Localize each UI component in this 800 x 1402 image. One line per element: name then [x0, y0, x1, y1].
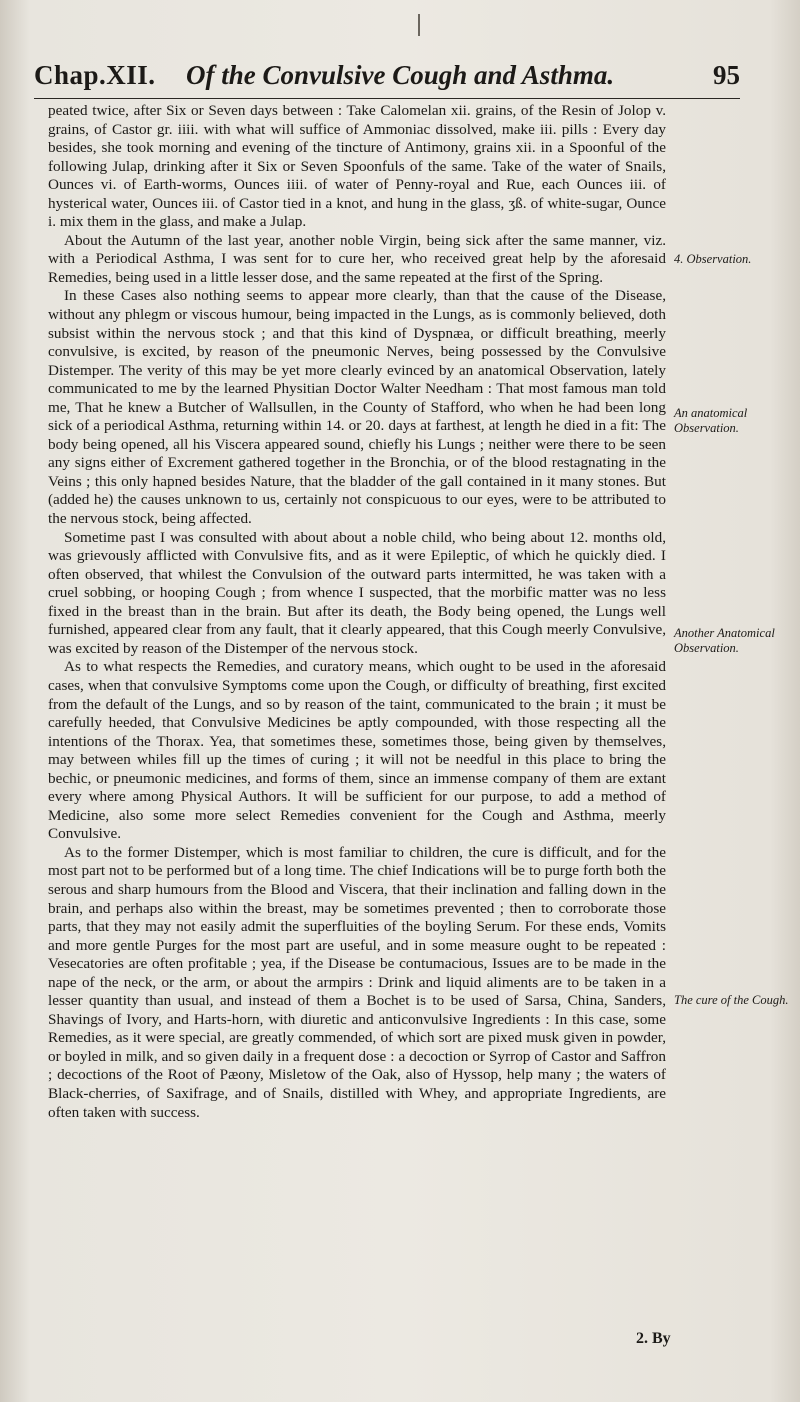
paragraph-1: peated twice, after Six or Seven days between : Take Calomelan xii. grains, of the Resin of Jolop v. grains, of Castor gr. iiii. with what will suffice of Ammoniac dissolved, make iii. pills : Every day besides, she took morning and evening of the tincture of Antimony, grains xii. in a Spoonful of the following Julap, drinking after it Six or Seven Spoonfuls of the same. Take of the water of Snails, Ounces vi. of Earth-worms, Ounces iiii. of water of Penny-royal and Rue, each Ounces iii. of hysterical water, Ounces iii. of Castor tied in a knot, and hung in the glass, ʒß. of white-sugar, Ounce i. mix them in the glass, and make a Julap.: [48, 102, 666, 231]
margin-note-anatomical-observation: An anatomical Observation.: [674, 406, 748, 435]
page-number: 95: [713, 60, 740, 90]
running-title: Of the Convulsive Cough and Asthma.: [186, 60, 615, 90]
catchword: 2. By: [636, 1330, 671, 1347]
margin-note-another-anatomical: Another Anatomical Observation.: [674, 626, 775, 655]
page-tick-mark: [418, 14, 420, 36]
chapter-label: Chap.XII.: [34, 60, 156, 90]
paragraph-6: As to the former Distemper, which is most familiar to children, the cure is difficult, and for the most part not to be performed but of a long time. The chief Indications will be to purge forth both the serous and sharp humours from the Blood and Viscera, that their inclination and falling down in the brain, and perhaps also within the breast, may be sometimes prevented ; then to corroborate those parts, that they may not easily admit the superfluities of the boyling Serum. For these ends, Vomits and more gentle Purges for the most part are useful, and in some measure ought to be repeated : Vesecatories are often profitable ; yea, if the Disease be contumacious, Issues are to be made in the nape of the neck, or the arm, or about the armpirs : Drink and liquid aliments are to be taken in a lesser quantity than usual, and instead of them a Bochet is to be used of Sarsa, China, Sanders, Shavings of Ivory, and Harts-horn, with diuretic and anticonvulsive Ingredients : In this case, some Remedies, as it were special, are greatly commended, of which sort are pixed musk given in powder, or boyled in milk, and so given daily in a frequent dose : a decoction or Syrrop of Castor and Saffron ; decoctions of the Root of Pæony, Misletow of the Oak, also of Hyssop, help many ; the waters of Black-cherries, of Saxifrage, and of Snails, distilled with Whey, and appropriate Ingredients, are often taken with success.: [48, 843, 666, 1121]
paragraph-2: About the Autumn of the last year, another noble Virgin, being sick after the same manner, viz. with a Periodical Asthma, I was sent for to cure her, who received great help by the aforesaid Remedies, being used in a little lesser dose, and the same repeated at the first of the Spring.: [48, 231, 666, 286]
margin-note-observation-4: 4. Observation.: [674, 252, 752, 266]
paragraph-4: Sometime past I was consulted with about about a noble child, who being about 12. months old, was grievously afflicted with Convulsive fits, and as it were Epileptic, of which he quickly died. I often observed, that whilest the Convulsion of the outward parts intermitted, he was taken with a cruel sobbing, or hooping Cough ; from whence I suspected, that the morbific matter was no less fixed in the breast than in the brain. But after its death, the Body being opened, the Lungs well furnished, appeared clear from any fault, that it clearly appeared, that this Cough meerly Convulsive, was excited by reason of the Distemper of the nervous stock.: [48, 528, 666, 657]
body-text: [48, 102, 666, 1122]
margin-note-cure-of-cough: The cure of the Cough.: [674, 993, 789, 1007]
paragraph-5: As to what respects the Remedies, and curatory means, which ought to be used in the aforesaid cases, when that convulsive Symptoms come upon the Cough, or difficulty of breathing, first excited from the default of the Lungs, and so by reason of the taint, communicated to the brain ; it must be carefully heeded, that Convulsive Medicines be aptly compounded, with those respecting all the intentions of the Thorax. Yea, that sometimes these, sometimes those, being given by themselves, may between whiles fill up the times of curing ; it will not be needful in this place to bring the bechic, or pneumonic medicines, and forms of them, since an immense company of them are extant every where among Physical Authors. It will be sufficient for our purpose, to add a method of Medicine, also some more select Remedies convenient for the Cough and Asthma, meerly Convulsive.: [48, 658, 666, 843]
running-header: [34, 60, 740, 99]
paragraph-3: In these Cases also nothing seems to appear more clearly, than that the cause of the Disease, without any phlegm or viscous humour, being impacted in the Lungs, as is commonly believed, doth subsist within the nervous stock ; and that this kind of Dyspnæa, or difficult breathing, meerly convulsive, is excited, by reason of the pneumonic Nerves, being possessed by the Convulsive Distemper. The verity of this may be yet more clearly evinced by an anatomical Observation, lately communicated to me by the learned Physitian Doctor Walter Needham : That most famous man told me, That he knew a Butcher of Wallsullen, in the County of Stafford, who when he had been long sick of a periodical Asthma, returning within 14. or 20. days at farthest, at length he died in a fit: The body being opened, all his Viscera appeared sound, chiefly his Lungs ; neither were there to be seen any signs either of Excrement gathered together in the Bronchia, or of the blood restagnating in the Veins ; this only hapned besides Nature, that the bladder of the gall contained in it many stones. But (added he) the causes unknown to us, certainly not conspicuous to our eyes, were to be attributed to the nervous stock, being affected.: [48, 287, 666, 528]
